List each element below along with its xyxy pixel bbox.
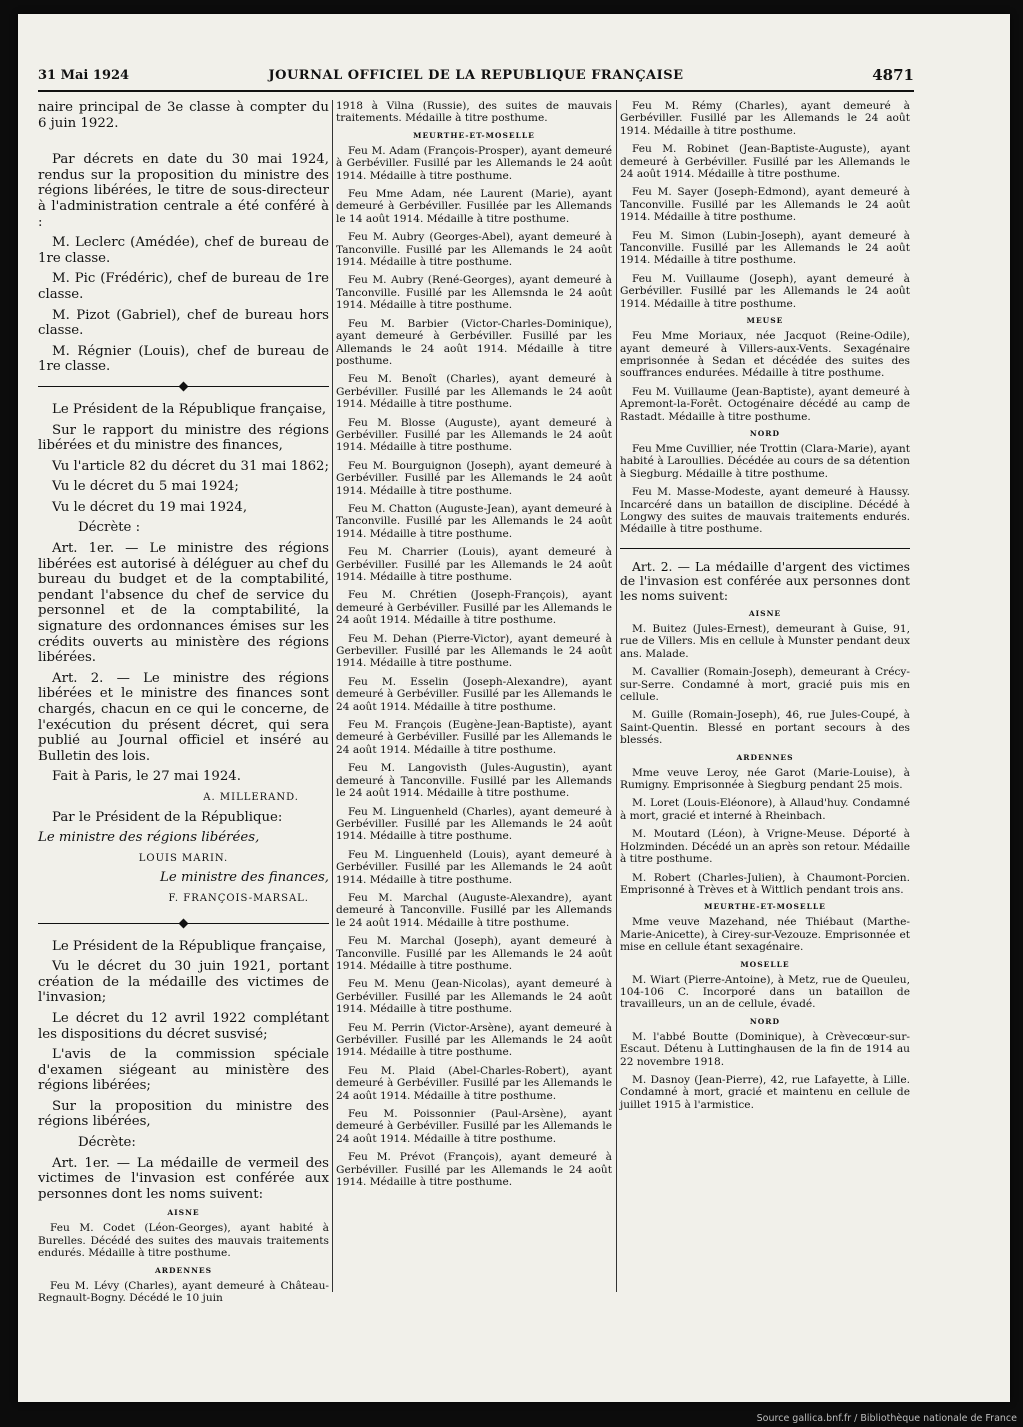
header-date: 31 Mai 1924 <box>38 68 130 83</box>
list-item: Feu M. Poissonnier (Paul-Arsène), ayant demeuré à Gerbéviller. Fusillé par les Allemands le 24 août 1914. Médaille à titre posthume. <box>336 1108 612 1145</box>
paragraph: Le ministre des finances, <box>160 870 329 886</box>
paragraph: M. Leclerc (Amédée), chef de bureau de 1re classe. <box>38 235 329 266</box>
list-item: Feu M. Vuillaume (Jean-Baptiste), ayant demeuré à Apremont-la-Forêt. Octogénaire décédé au camp de Rastadt. Médaille à titre posthume. <box>620 385 910 423</box>
list-item: M. l'abbé Boutte (Dominique), à Crèvecœur-sur-Escaut. Détenu à Luttinghausen de la fin de 1914 au 22 novembre 1918. <box>620 1030 910 1068</box>
list-item: M. Loret (Louis-Eléonore), à Allaud'huy. Condamné à mort, gracié et interné à Rheinbach. <box>620 797 910 822</box>
department-heading: MOSELLE <box>740 959 790 969</box>
list-item: Feu M. Vuillaume (Joseph), ayant demeuré à Gerbéviller. Fusillé par les Allemands le 24 août 1914. Médaille à titre posthume. <box>620 272 910 310</box>
paragraph: Par décrets en date du 30 mai 1924, rendus sur la proposition du ministre des régions libérées, le titre de sous-directeur à l'administration centrale a été conféré à : <box>38 152 329 230</box>
paragraph: naire principal de 3e classe à compter du 6 juin 1922. <box>38 100 329 131</box>
section-separator <box>620 542 910 554</box>
section-separator <box>38 917 329 931</box>
paragraph: Vu le décret du 30 juin 1921, portant création de la médaille des victimes de l'invasion; <box>38 959 329 1006</box>
decrete: Décrète: <box>78 1135 136 1151</box>
list-item: Mme veuve Mazehand, née Thiébaut (Marthe-Marie-Anicette), à Cirey-sur-Vezouze. Emprisonnée et mise en cellule étant sexagénaire. <box>620 916 910 954</box>
header-page-number: 4871 <box>872 66 914 84</box>
list-item: M. Robert (Charles-Julien), à Chaumont-Porcien. Emprisonné à Trèves et à Wittlich pendant trois ans. <box>620 871 910 896</box>
paragraph: L'avis de la commission spéciale d'examen siégeant au ministère des régions libérées; <box>38 1047 329 1094</box>
section-separator <box>38 380 329 394</box>
department-heading: MEURTHE-ET-MOSELLE <box>413 130 535 140</box>
paragraph: Le décret du 12 avril 1922 complétant les dispositions du décret susvisé; <box>38 1010 329 1042</box>
list-item: Feu M. Adam (François-Prosper), ayant demeuré à Gerbéviller. Fusillé par les Allemands le 24 août 1914. Médaille à titre posthume. <box>336 144 612 182</box>
list-item: Feu M. Plaid (Abel-Charles-Robert), ayant demeuré à Gerbéviller. Fusillé par les Allemands le 24 août 1914. Médaille à titre posthume. <box>336 1064 612 1102</box>
column-1 <box>38 100 329 1305</box>
article: Art. 2. — La médaille d'argent des victimes de l'invasion est conférée aux personnes dont les noms suivent: <box>620 559 910 603</box>
signature: A. MILLERAND. <box>203 791 299 803</box>
paragraph: Sur la proposition du ministre des régions libérées, <box>38 1098 329 1130</box>
column-2 <box>336 100 612 1292</box>
list-item: Feu M. Chatton (Auguste-Jean), ayant demeuré à Tanconville. Fusillé par les Allemands le 24 août 1914. Médaille à titre posthume. <box>336 502 612 540</box>
list-item: Feu M. Perrin (Victor-Arsène), ayant demeuré à Gerbéviller. Fusillé par les Allemands le 24 août 1914. Médaille à titre posthume. <box>336 1021 612 1059</box>
list-item: Feu M. Aubry (Georges-Abel), ayant demeuré à Tanconville. Fusillé par les Allemands le 24 août 1914. Médaille à titre posthume. <box>336 231 612 269</box>
list-item: Feu Mme Moriaux, née Jacquot (Reine-Odile), ayant demeuré à Villers-aux-Vents. Sexagénaire emprisonnée à Sedan et décédée des suites des souffrances endurées. Médaille à titre posthume. <box>620 330 910 380</box>
list-item: 1918 à Vilna (Russie), des suites de mauvais traitements. Médaille à titre posthume. <box>336 100 612 125</box>
decrete: Décrète : <box>78 520 141 536</box>
department-heading: NORD <box>749 428 781 438</box>
paragraph: M. Régnier (Louis), chef de bureau de 1re classe. <box>38 343 329 375</box>
article: Art. 1er. — Le ministre des régions libérées est autorisé à déléguer au chef du bureau du budget et de la comptabilité, pendant l'absence du chef de service du personnel et de la comptabilité, la signature des ordonnances émises sur les crédits ouverts au ministère des régions libérées. <box>38 541 329 666</box>
list-item: M. Guille (Romain-Joseph), 46, rue Jules-Coupé, à Saint-Quentin. Blessé en portant secours à des blessés. <box>620 709 910 747</box>
list-item: Feu M. Esselin (Joseph-Alexandre), ayant demeuré à Gerbéviller. Fusillé par les Allemands le 24 août 1914. Médaille à titre posthume. <box>336 675 612 713</box>
paragraph: Le Président de la République française, <box>52 938 327 954</box>
department-heading: ARDENNES <box>736 752 794 762</box>
list-item: Feu M. Masse-Modeste, ayant demeuré à Haussy. Incarcéré dans un bataillon de discipline. Décédé à Longwy des suites de mauvais traitements endurés. Médaille à titre posthume. <box>620 486 910 536</box>
list-item: Feu M. Linguenheld (Louis), ayant demeuré à Gerbéviller. Fusillé par les Allemands le 24 août 1914. Médaille à titre posthume. <box>336 848 612 886</box>
header-title: JOURNAL OFFICIEL DE LA REPUBLIQUE FRANÇAISE <box>268 68 684 83</box>
list-item: Feu M. Barbier (Victor-Charles-Dominique), ayant demeuré à Gerbéviller. Fusillé par les Allemands le 24 août 1914. Médaille à titre posthume. <box>336 317 612 367</box>
department-heading: MEUSE <box>746 316 784 326</box>
list-item: Feu M. Benoît (Charles), ayant demeuré à Gerbéviller. Fusillé par les Allemands le 24 août 1914. Médaille à titre posthume. <box>336 373 612 411</box>
department-heading: ARDENNES <box>154 1265 213 1275</box>
list-item: Feu M. Bourguignon (Joseph), ayant demeuré à Gerbéviller. Fusillé par les Allemands le 24 août 1914. Médaille à titre posthume. <box>336 459 612 497</box>
list-item: M. Buitez (Jules-Ernest), demeurant à Guise, 91, rue de Villers. Mis en cellule à Munster pendant deux ans. Malade. <box>620 623 910 660</box>
list-item: M. Cavallier (Romain-Joseph), demeurant à Crécy-sur-Serre. Condamné à mort, gracié puis mis en cellule. <box>620 666 910 704</box>
list-item: Feu M. Prévot (François), ayant demeuré à Gerbéviller. Fusillé par les Allemands le 24 août 1914. Médaille à titre posthume. <box>336 1151 612 1189</box>
department-heading: AISNE <box>748 609 782 618</box>
paragraph: M. Pic (Frédéric), chef de bureau de 1re classe. <box>38 271 329 302</box>
list-item: Feu M. Blosse (Auguste), ayant demeuré à Gerbéviller. Fusillé par les Allemands le 24 août 1914. Médaille à titre posthume. <box>336 416 612 454</box>
list-item: M. Wiart (Pierre-Antoine), à Metz, rue de Queuleu, 104-106 C. Incorporé dans un bataillon de travailleurs, un an de cellule, évadé. <box>620 973 910 1011</box>
list-item: Feu M. Chrétien (Joseph-François), ayant demeuré à Gerbéviller. Fusillé par les Allemands le 24 août 1914. Médaille à titre posthume. <box>336 589 612 627</box>
column-3 <box>620 100 910 1292</box>
list-item: Feu M. Langovisth (Jules-Augustin), ayant demeuré à Tanconville. Fusillé par les Allemands le 24 août 1914. Médaille à titre posthume. <box>336 762 612 800</box>
page-header <box>38 68 914 88</box>
department-heading: MEURTHE-ET-MOSELLE <box>704 902 826 912</box>
list-item: Feu M. Marchal (Auguste-Alexandre), ayant demeuré à Tanconville. Fusillé par les Allemands le 24 août 1914. Médaille à titre posthume. <box>336 891 612 929</box>
list-item: Feu M. Charrier (Louis), ayant demeuré à Gerbéviller. Fusillé par les Allemands le 24 août 1914. Médaille à titre posthume. <box>336 546 612 583</box>
paragraph: Le ministre des régions libérées, <box>38 830 260 846</box>
paragraph: Fait à Paris, le 27 mai 1924. <box>52 769 241 785</box>
list-item: Feu M. Simon (Lubin-Joseph), ayant demeuré à Tanconville. Fusillé par les Allemands le 24 août 1914. Médaille à titre posthume. <box>620 229 910 267</box>
column-rule <box>616 100 617 1292</box>
paragraph: Sur le rapport du ministre des régions libérées et du ministre des finances, <box>38 422 329 454</box>
paragraph: Vu le décret du 19 mai 1924, <box>52 499 248 515</box>
column-rule <box>332 100 333 1292</box>
list-item: Feu Mme Cuvillier, née Trottin (Clara-Marie), ayant habité à Laroullies. Décédée au cours de sa détention à Siegburg. Médaille à titre posthume. <box>620 442 910 480</box>
list-item: Feu M. Dehan (Pierre-Victor), ayant demeuré à Gerbeviller. Fusillé par les Allemands le 24 août 1914. Médaille à titre posthume. <box>336 632 612 670</box>
list-item: M. Dasnoy (Jean-Pierre), 42, rue Lafayette, à Lille. Condamné à mort, gracié et maintenu en cellule de juillet 1915 à l'armistice. <box>620 1073 910 1111</box>
paragraph: Par le Président de la République: <box>52 809 283 825</box>
signature: F. FRANÇOIS-MARSAL. <box>168 892 309 904</box>
list-item: M. Moutard (Léon), à Vrigne-Meuse. Déporté à Holzminden. Décédé un an après son retour. Médaille à titre posthume. <box>620 828 910 866</box>
list-item: Feu Mme Adam, née Laurent (Marie), ayant demeuré à Gerbéviller. Fusillée par les Allemands le 14 août 1914. Médaille à titre posthume. <box>336 188 612 225</box>
header-rule <box>38 90 914 92</box>
list-item: Feu M. Linguenheld (Charles), ayant demeuré à Gerbéviller. Fusillé par les Allemands le 24 août 1914. Médaille à titre posthume. <box>336 805 612 843</box>
department-heading: NORD <box>749 1016 781 1026</box>
signature: LOUIS MARIN. <box>138 852 229 864</box>
paragraph: M. Pizot (Gabriel), chef de bureau hors classe. <box>38 307 329 339</box>
list-item: Feu M. Marchal (Joseph), ayant demeuré à Tanconville. Fusillé par les Allemands le 24 août 1914. Médaille à titre posthume. <box>336 935 612 972</box>
list-item: Feu M. Robinet (Jean-Baptiste-Auguste), ayant demeuré à Gerbéviller. Fusillé par les Allemands le 24 août 1914. Médaille à titre posthume. <box>620 143 910 181</box>
paragraph: Vu l'article 82 du décret du 31 mai 1862; <box>52 458 329 474</box>
list-item: Feu M. Aubry (René-Georges), ayant demeuré à Tanconville. Fusillé par les Allemsnda le 24 août 1914. Médaille à titre posthume. <box>336 274 612 312</box>
list-item: Feu M. Sayer (Joseph-Edmond), ayant demeuré à Tanconville. Fusillé par les Allemands le 24 août 1914. Médaille à titre posthume. <box>620 186 910 224</box>
list-item: Feu M. Lévy (Charles), ayant demeuré à Château-Regnault-Bogny. Décédé le 10 juin <box>38 1279 329 1305</box>
paragraph: Vu le décret du 5 mai 1924; <box>52 479 239 495</box>
paragraph: Le Président de la République française, <box>52 401 327 417</box>
department-heading: AISNE <box>167 1208 200 1218</box>
list-item: Mme veuve Leroy, née Garot (Marie-Louise), à Rumigny. Emprisonnée à Siegburg pendant 25 mois. <box>620 766 910 792</box>
article: Art. 2. — Le ministre des régions libérées et le ministre des finances sont chargés, chacun en ce qui le concerne, de l'exécution du présent décret, qui sera publié au Journal officiel et inséré au Bulletin des lois. <box>38 670 329 764</box>
source-credit: Source gallica.bnf.fr / Bibliothèque nationale de France <box>756 1413 1017 1424</box>
article: Art. 1er. — La médaille de vermeil des victimes de l'invasion est conférée aux personnes dont les noms suivent: <box>38 1155 329 1202</box>
list-item: Feu M. François (Eugène-Jean-Baptiste), ayant demeuré à Gerbéviller. Fusillé par les Allemands le 24 août 1914. Médaille à titre posthume. <box>336 719 612 756</box>
list-item: Feu M. Menu (Jean-Nicolas), ayant demeuré à Gerbéviller. Fusillé par les Allemands le 24 août 1914. Médaille à titre posthume. <box>336 978 612 1016</box>
list-item: Feu M. Rémy (Charles), ayant demeuré à Gerbéviller. Fusillé par les Allemands le 24 août 1914. Médaille à titre posthume. <box>620 100 910 137</box>
list-item: Feu M. Codet (Léon-Georges), ayant habité à Burelles. Décédé des suites des mauvais traitements endurés. Médaille à titre posthume. <box>38 1222 329 1260</box>
